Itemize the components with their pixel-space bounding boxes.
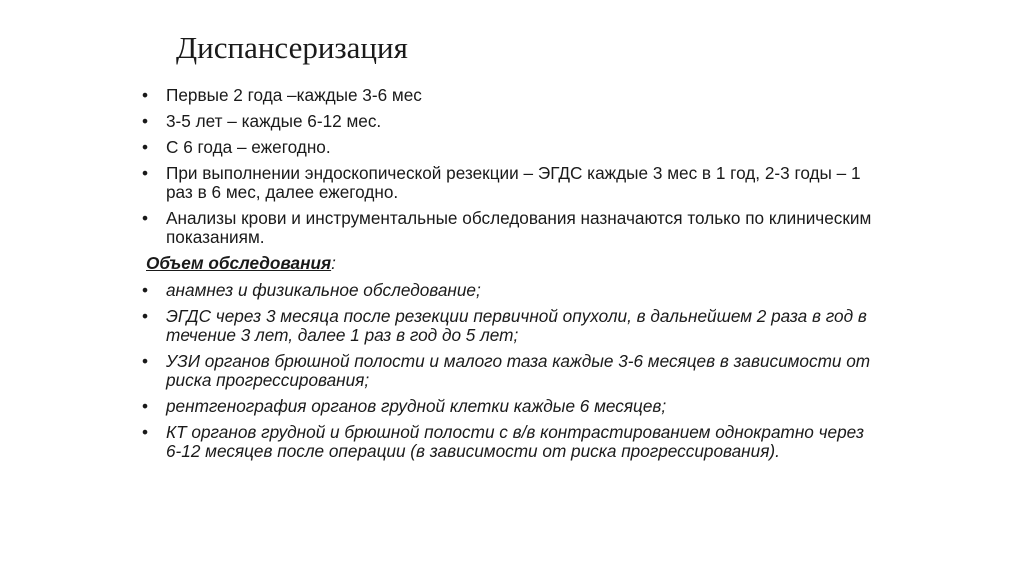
bullet-icon: •	[142, 280, 149, 300]
bullet-icon: •	[142, 163, 149, 183]
bullet-icon: •	[142, 396, 149, 416]
list-item	[140, 352, 880, 390]
list-item-text: Анализы крови и инструментальные обследования назначаются только по клиническим показаниям.	[166, 208, 872, 247]
bullet-icon: •	[142, 351, 149, 371]
exam-scope-title: Объем обследования	[146, 253, 332, 273]
bullet-icon: •	[142, 85, 149, 105]
bullet-icon: •	[142, 306, 149, 326]
list-item-text: 3-5 лет – каждые 6-12 мес.	[166, 111, 382, 131]
exam-list	[140, 281, 880, 461]
list-item	[140, 423, 880, 461]
list-item	[140, 397, 880, 416]
exam-scope-heading	[146, 254, 880, 273]
list-item	[140, 307, 880, 345]
bullet-icon: •	[142, 137, 149, 157]
bullet-icon: •	[142, 208, 149, 228]
list-item-text: ЭГДС через 3 месяца после резекции первичной опухоли, в дальнейшем 2 раза в год в течение 3 лет, далее 1 раз в год до 5 лет;	[166, 306, 867, 345]
slide-content	[140, 86, 880, 468]
bullet-icon: •	[142, 111, 149, 131]
list-item	[140, 138, 880, 157]
list-item	[140, 209, 880, 247]
list-item	[140, 281, 880, 300]
schedule-list	[140, 86, 880, 247]
list-item-text: Первые 2 года –каждые 3-6 мес	[166, 85, 422, 105]
exam-scope-colon: :	[331, 253, 336, 273]
list-item-text: анамнез и физикальное обследование;	[166, 280, 481, 300]
list-item-text: КТ органов грудной и брюшной полости с в/в контрастированием однократно через 6-12 месяцев после операции (в зависимости от риска прогрессирования).	[166, 422, 864, 461]
list-item-text: С 6 года – ежегодно.	[166, 137, 331, 157]
list-item-text: УЗИ органов брюшной полости и малого таза каждые 3-6 месяцев в зависимости от риска прогрессирования;	[166, 351, 871, 390]
bullet-icon: •	[142, 422, 149, 442]
list-item-text: рентгенография органов грудной клетки каждые 6 месяцев;	[166, 396, 667, 416]
list-item-text: При выполнении эндоскопической резекции – ЭГДС каждые 3 мес в 1 год, 2-3 годы – 1 раз в 6 мес, далее ежегодно.	[166, 163, 861, 202]
slide-title: Диспансеризация	[176, 30, 408, 65]
list-item	[140, 112, 880, 131]
list-item	[140, 86, 880, 105]
list-item	[140, 164, 880, 202]
